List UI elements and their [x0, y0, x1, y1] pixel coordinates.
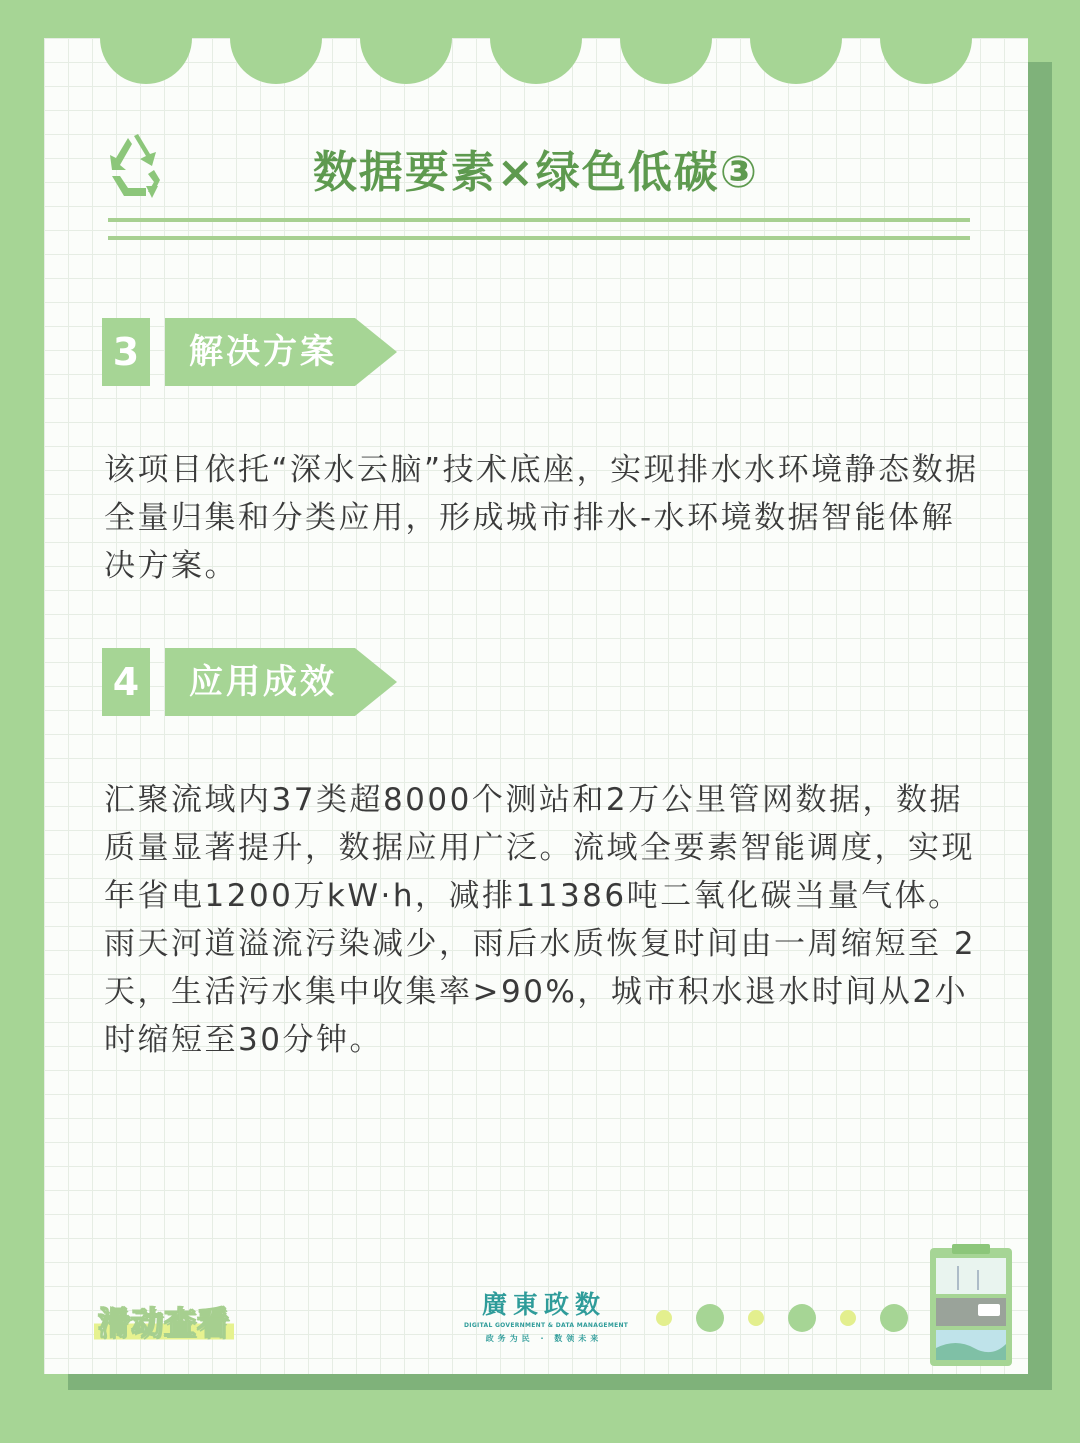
logo-name: 廣東政数 — [481, 1290, 606, 1319]
section-number: 4 — [102, 648, 150, 716]
title-divider-top — [108, 218, 970, 222]
section-label: 解决方案 — [189, 332, 337, 372]
logo-english: DIGITAL GOVERNMENT & DATA MANAGEMENT — [464, 1322, 629, 1329]
section-paragraph-solution: 该项目依托“深水云脑”技术底座，实现排水水环境静态数据全量归集和分类应用，形成城市排水-水环境数据智能体解决方案。 — [104, 452, 979, 584]
scallop-border — [44, 38, 1028, 98]
section-paragraph-results: 汇聚流域内37类超8000个测站和2万公里管网数据，数据质量显著提升，数据应用广泛。流域全要素智能调度，实现年省电1200万kW·h，减排11386吨二氧化碳当量气体。雨天河道溢流污染减少，雨后水质恢复时间由一周缩短至 2 天，生活污水集中收集率>90%，城市积水退水时间从2小时缩短至30分钟。 — [104, 782, 977, 1058]
logo-slogan: 政务为民 · 数领未来 — [485, 1334, 603, 1343]
section-number: 3 — [102, 318, 150, 386]
header — [98, 130, 974, 230]
title-divider-bottom — [108, 236, 970, 240]
section-label-tag — [165, 648, 397, 716]
content-card — [44, 38, 1028, 1374]
decorative-dots — [654, 1300, 914, 1336]
section-label: 应用成效 — [189, 662, 337, 702]
section-label-tag — [165, 318, 397, 386]
swipe-hint: 滑动查看 — [94, 1298, 234, 1344]
page-title: 数据要素×绿色低碳③ — [312, 147, 760, 198]
city-illustration-icon — [928, 1244, 1014, 1368]
brand-logo — [464, 1290, 629, 1344]
